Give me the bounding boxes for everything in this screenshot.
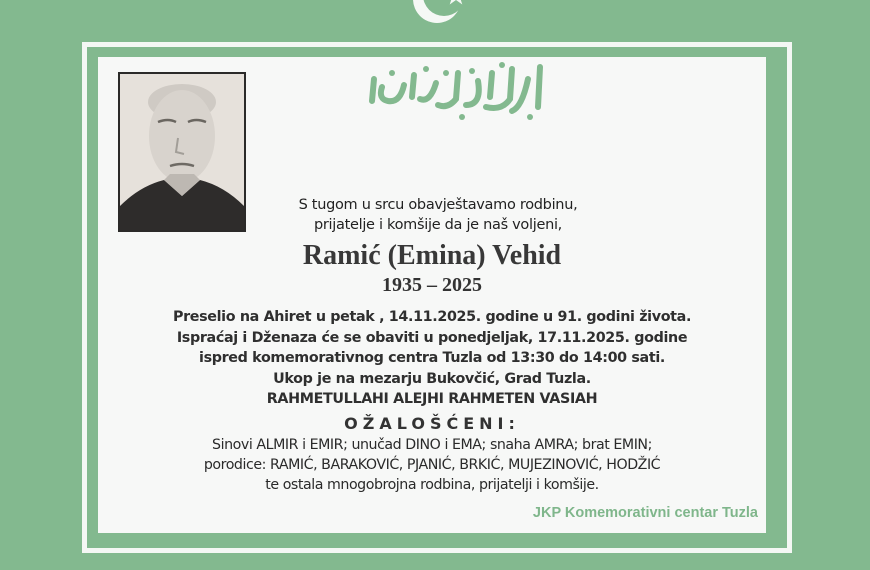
mourners-list — [98, 435, 766, 495]
details-line-prayer: RAHMETULLAHI ALEJHI RAHMETEN VASIAH — [266, 391, 598, 407]
portrait-photo — [118, 72, 246, 232]
details-line-funeral: Ispraćaj i Dženaza će se obaviti u ponedjeljak, 17.11.2025. godine — [176, 329, 688, 346]
arabic-calligraphy-icon — [362, 59, 552, 124]
details-line-burial: Ukop je na mezarju Bukovčić, Grad Tuzla. — [273, 370, 591, 387]
details-line-location: ispred komemorativnog centra Tuzla od 13:30 do 14:00 sati. — [199, 350, 665, 366]
organization-footer: JKP Komemorativni centar Tuzla — [532, 505, 758, 521]
funeral-details — [98, 307, 766, 410]
intro-text — [238, 195, 638, 235]
deceased-name: Ramić (Emina) Vehid — [302, 240, 562, 271]
mourners-line-families: porodice: RAMIĆ, BARAKOVIĆ, PJANIĆ, BRKIĆ, MUJEZINOVIĆ, HODŽIĆ — [203, 457, 661, 473]
mourners-title: OŽALOŠĆENI: — [344, 414, 520, 433]
mourners-line-family: Sinovi ALMIR i EMIR; unučad DINO i EMA; snaha AMRA; brat EMIN; — [212, 437, 652, 453]
mourners-line-others: te ostala mnogobrojna rodbina, prijatelji i komšije. — [265, 477, 599, 493]
details-line-death: Preselio na Ahiret u petak , 14.11.2025. godine u 91. godini života. — [172, 309, 692, 325]
life-years: 1935 – 2025 — [382, 274, 482, 296]
crescent-and-star-icon — [410, 0, 468, 28]
obituary-panel — [98, 57, 766, 533]
portrait-image — [120, 74, 244, 230]
intro-line-2: prijatelje i komšije da je naš voljeni, — [313, 217, 562, 233]
intro-line-1: S tugom u srcu obavještavamo rodbinu, — [298, 197, 578, 213]
